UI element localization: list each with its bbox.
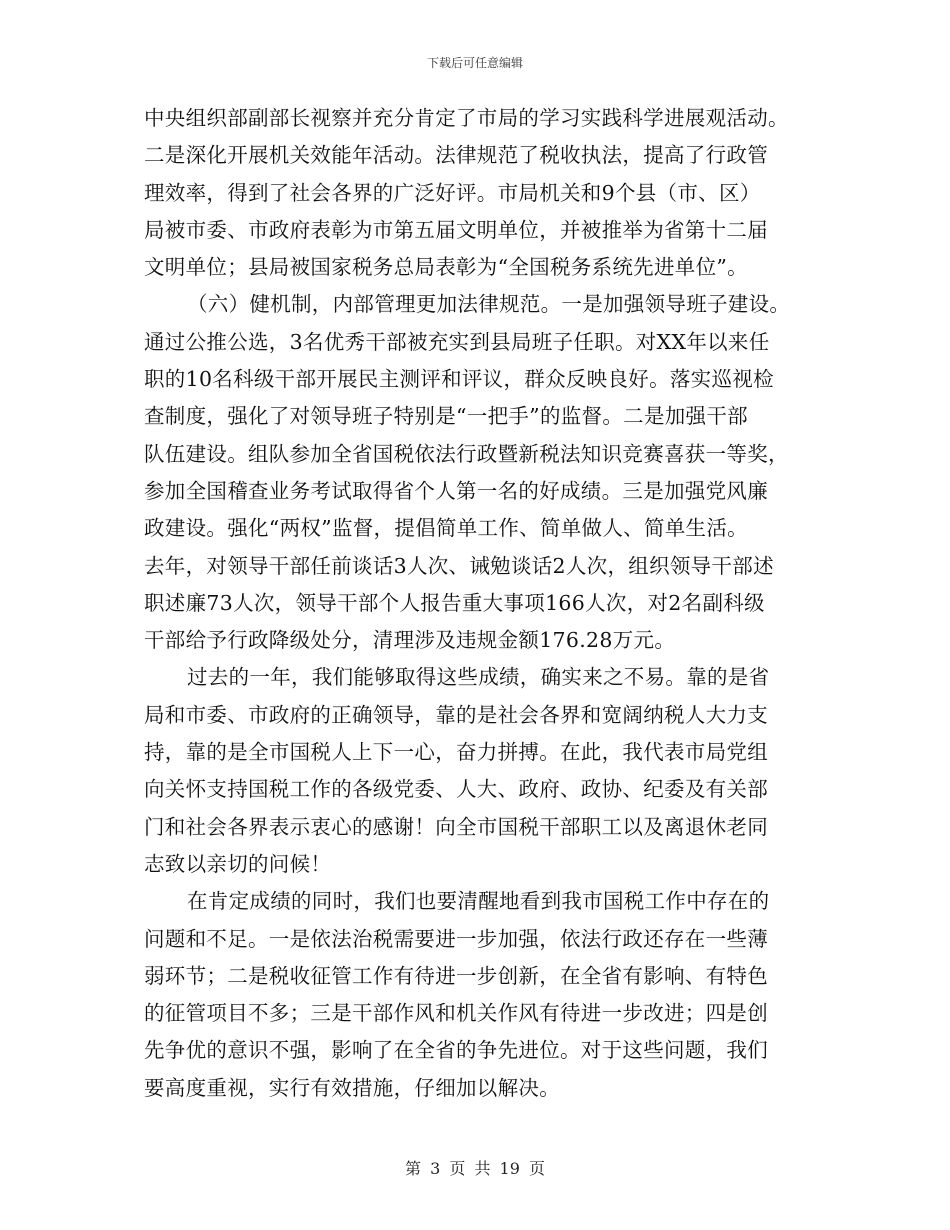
- paragraph-line: 二是深化开展机关效能年活动。法律规范了税收执法，提高了行政管: [144, 143, 768, 168]
- paragraph-line: 职的10名科级干部开展民主测评和评议，群众反映良好。落实巡视检: [144, 367, 774, 392]
- paragraph-line: 先争优的意识不强，影响了在全省的争先进位。对于这些问题，我们: [144, 1038, 768, 1063]
- paragraph-3: [144, 659, 812, 883]
- document-body: [144, 100, 812, 1107]
- paragraph-line: 弱环节；二是税收征管工作有待进一步创新，在全省有影响、有特色: [144, 963, 768, 988]
- paragraph-line: 向关怀支持国税工作的各级党委、人大、政府、政协、纪委及有关部: [144, 777, 768, 802]
- paragraph-line: 局和市委、市政府的正确领导，靠的是社会各界和宽阔纳税人大力支: [144, 702, 768, 727]
- paragraph-2: [144, 286, 812, 659]
- paragraph-line: 文明单位；县局被国家税务总局表彰为“全国税务系统先进单位”。: [144, 255, 748, 280]
- page-number: 第 3 页 共 19 页: [405, 1159, 545, 1178]
- paragraph-line: 要高度重视，实行有效措施，仔细加以解决。: [144, 1075, 560, 1100]
- paragraph-line: 过去的一年，我们能够取得这些成绩，确实来之不易。靠的是省: [187, 665, 770, 690]
- paragraph-line: 在肯定成绩的同时，我们也要清醒地看到我市国税工作中存在的: [187, 889, 770, 914]
- paragraph-line: 中央组织部副部长视察并充分肯定了市局的学习实践科学进展观活动。: [144, 106, 789, 130]
- paragraph-line: 查制度，强化了对领导班子特别是“一把手”的监督。二是加强干部: [144, 404, 748, 429]
- paragraph-line: 理效率，得到了社会各界的广泛好评。市局机关和9个县（市、区）: [144, 180, 761, 205]
- paragraph-line: 通过公推公选，3名优秀干部被充实到县局班子任职。对XX年以来任: [144, 329, 770, 354]
- paragraph-line: 志致以亲切的问候！: [144, 851, 332, 876]
- paragraph-line: 持，靠的是全市国税人上下一心，奋力拼搏。在此，我代表市局党组: [144, 740, 768, 765]
- paragraph-line: 政建设。强化“两权”监督，提倡简单工作、简单做人、简单生活。: [144, 516, 748, 541]
- paragraph-line: 门和社会各界表示衷心的感谢！向全市国税干部职工以及离退休老同: [144, 814, 768, 839]
- paragraph-line: 干部给予行政降级处分，清理涉及违规金额176.28万元。: [144, 628, 676, 653]
- paragraph-line: 职述廉73人次，领导干部个人报告重大事项166人次，对2名副科级: [144, 590, 765, 615]
- paragraph-1: [144, 100, 812, 286]
- paragraph-line: 队伍建设。组队参加全省国税依法行政暨新税法知识竞赛喜获一等奖，: [144, 441, 789, 466]
- paragraph-line: 局被市委、市政府表彰为市第五届文明单位，并被推举为省第十二届: [144, 217, 768, 242]
- paragraph-line: 的征管项目不多；三是干部作风和机关作风有待进一步改进；四是创: [144, 1001, 768, 1026]
- paragraph-line: （六）健机制，内部管理更加法律规范。一是加强领导班子建设。: [187, 292, 791, 317]
- paragraph-4: [144, 883, 812, 1107]
- paragraph-line: 参加全国稽查业务考试取得省个人第一名的好成绩。三是加强党风廉: [144, 478, 768, 503]
- page-header: 下载后可任意编辑: [426, 56, 523, 70]
- paragraph-line: 问题和不足。一是依法治税需要进一步加强，依法行政还存在一些薄: [144, 926, 768, 951]
- paragraph-line: 去年，对领导干部任前谈话3人次、诫勉谈话2人次，组织领导干部述: [144, 553, 774, 578]
